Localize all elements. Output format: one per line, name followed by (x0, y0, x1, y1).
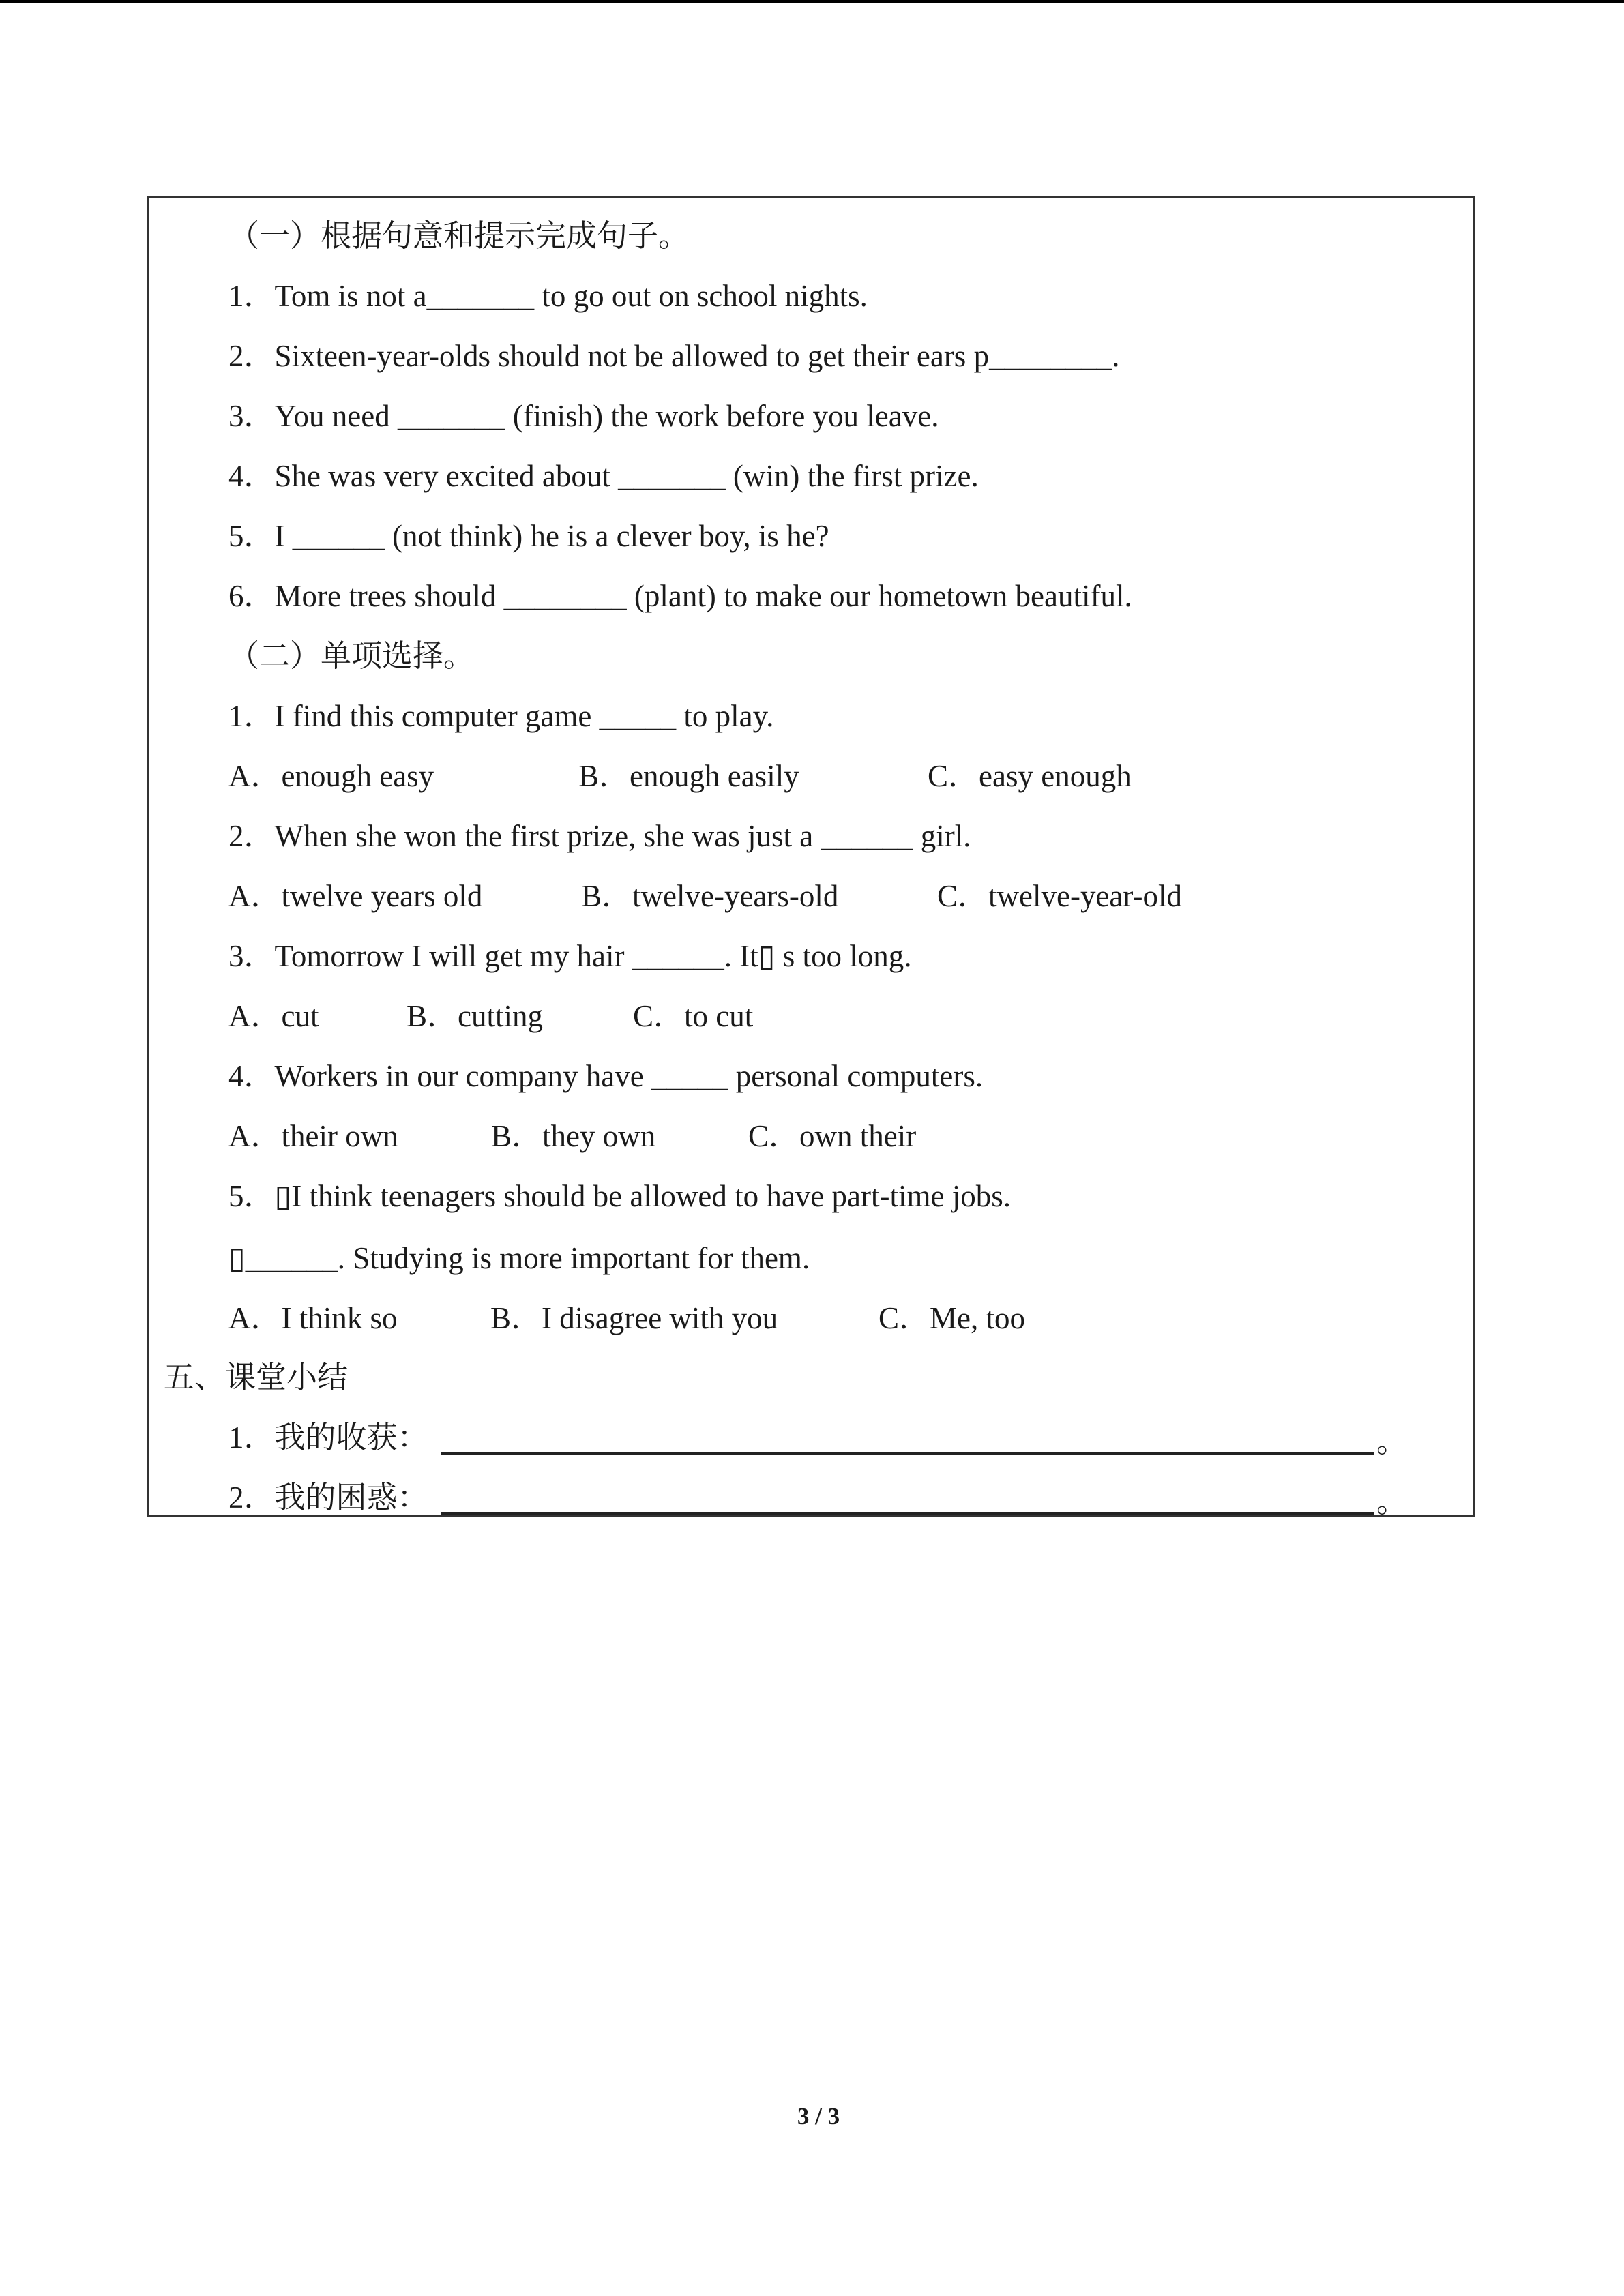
choice-question-4-option-b: B．they own (491, 1119, 656, 1153)
choice-question-2-option-c: C．twelve-year-old (937, 879, 1182, 913)
choice-question-2-option-a: A．twelve years old (228, 879, 483, 913)
gain-end-mark: 。 (1376, 1425, 1408, 1459)
choice-question-1-stem: 1．I find this computer game _____ to play. (228, 699, 774, 733)
fill-in-item-4: 4．She was very excited about _______ (win) the first prize. (228, 459, 979, 493)
choice-question-3-option-c: C．to cut (633, 999, 754, 1033)
choice-question-1-option-a: A．enough easy (228, 759, 434, 793)
page-top-rule (0, 0, 1624, 3)
fill-in-item-6: 6．More trees should ________ (plant) to make our hometown beautiful. (228, 579, 1132, 613)
fill-in-item-1: 1．Tom is not a_______ to go out on school nights. (228, 279, 868, 313)
confusion-label: 2．我的困惑： (228, 1480, 428, 1515)
choice-question-2-option-b: B．twelve-years-old (581, 879, 839, 913)
choice-question-5-option-a: A．I think so (228, 1301, 398, 1335)
gain-answer-line[interactable] (441, 1452, 1374, 1455)
choice-question-5-dialogue: ▯______. Studying is more important for them. (228, 1241, 810, 1275)
choice-question-1-option-b: B．enough easily (578, 759, 799, 793)
choice-question-5-option-c: C．Me, too (879, 1301, 1026, 1335)
choice-question-5-option-b: B．I disagree with you (490, 1301, 778, 1335)
gain-label: 1．我的收获： (228, 1420, 428, 1455)
choice-question-3-option-b: B．cutting (407, 999, 543, 1033)
choice-question-5-stem: 5．▯I think teenagers should be allowed to have part-time jobs. (228, 1179, 1011, 1213)
summary-heading: 五、课堂小结 (164, 1360, 349, 1395)
choice-question-2-stem: 2．When she won the first prize, she was just a ______ girl. (228, 819, 971, 853)
fill-in-item-2: 2．Sixteen-year-olds should not be allowed to get their ears p________. (228, 339, 1120, 373)
fill-in-item-3: 3．You need _______ (finish) the work before you leave. (228, 399, 939, 433)
part2-heading: （二）单项选择。 (228, 639, 475, 673)
part1-heading: （一）根据句意和提示完成句子。 (228, 219, 690, 253)
page-number: 3 / 3 (797, 2103, 840, 2130)
confusion-answer-line[interactable] (441, 1512, 1374, 1515)
choice-question-4-option-c: C．own their (748, 1119, 917, 1153)
choice-question-3-option-a: A．cut (228, 999, 319, 1033)
confusion-end-mark: 。 (1376, 1485, 1408, 1519)
choice-question-1-option-c: C．easy enough (928, 759, 1132, 793)
choice-question-4-option-a: A．their own (228, 1119, 398, 1153)
choice-question-4-stem: 4．Workers in our company have _____ personal computers. (228, 1059, 984, 1093)
fill-in-item-5: 5．I ______ (not think) he is a clever boy, is he? (228, 519, 829, 553)
choice-question-3-stem: 3．Tomorrow I will get my hair ______. It▯ s too long. (228, 939, 912, 973)
